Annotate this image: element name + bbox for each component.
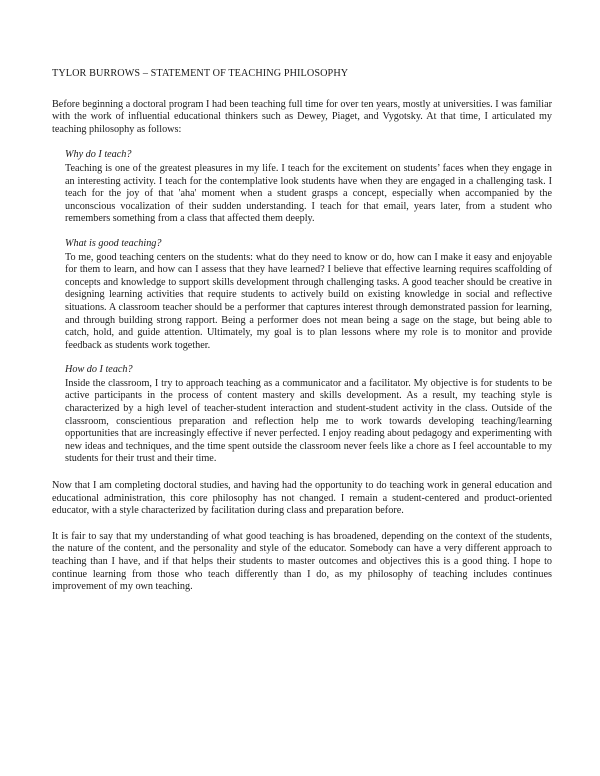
section-heading: Why do I teach? [65,149,132,161]
section-how-teach [65,364,552,466]
document-title: TYLOR BURROWS – STATEMENT OF TEACHING PHILOSOPHY [52,68,349,79]
intro-paragraph: Before beginning a doctoral program I had been teaching full time for over ten years, mostly at universities. I was familiar with the work of influential educational thinkers such as Dewey, Piaget, and Vygotsky. At that time, I articulated my teaching philosophy as follows: [52,98,552,135]
section-why-teach [65,149,552,226]
section-good-teaching [65,238,552,352]
section-body: Teaching is one of the greatest pleasures in my life. I teach for the excitement on students’ faces when they engage in an interesting activity. I teach for the contemplative look students have when they are engaged in a challenging task. I teach for the joy of that 'aha' moment when a student grasps a concept, especially when accompanied by the unconscious vocalization of their sudden understanding. I teach for that email, years later, from a student who remembers something from a class that affected them deeply. [65,162,552,225]
document-page [52,68,552,607]
section-heading: How do I teach? [65,364,133,376]
section-body: To me, good teaching centers on the students: what do they need to know or do, how can I make it easy and enjoyable for them to learn, and how can I assess that they have learned? I believe that effective learning requires scaffolding of concepts and knowledge to support skills development through challenging tasks. A good teacher should be creative in designing learning activities that require students to actively build on existing knowledge in social and reflective situations. A classroom teacher should be a performer that captures interest through demonstrated passion for learning, and through building strong rapport. Being a performer does not mean being a sage on the stage, but being able to catch, hold, and guide attention. Ultimately, my goal is to plan lessons where my role is to monitor and provide feedback as students work together. [65,251,552,351]
body-paragraph-3: It is fair to say that my understanding of what good teaching is has broadened, depending on the context of the students, the nature of the content, and the personality and style of the educator. Somebody can have a very different approach to teaching than I have, and if that helps their students to master outcomes and objectives this is a good thing. I hope to continue learning from those who teach differently than I do, as my philosophy of teaching includes continues improvement of my own teaching. [52,530,552,593]
section-heading: What is good teaching? [65,237,162,249]
body-paragraph-2: Now that I am completing doctoral studies, and having had the opportunity to do teaching work in general education and educational administration, this core philosophy has not changed. I remain a student-centered and product-oriented educator, with a style characterized by facilitation during class and preparation before. [52,480,552,517]
section-body: Inside the classroom, I try to approach teaching as a communicator and a facilitator. My objective is for students to be active participants in the process of content mastery and skills development. As a result, my teaching style is characterized by a high level of teacher-student interaction and student-student activity in the class. Outside of the classroom, conscientious preparation and reflection help me to work towards developing teaching/learning opportunities that are increasingly effective if never perfected. I enjoy reading about pedagogy and experimenting with new ideas and techniques, and the time spent outside the classroom never feels like a chore as I feel accountable to my students for their trust and their time. [65,377,552,465]
